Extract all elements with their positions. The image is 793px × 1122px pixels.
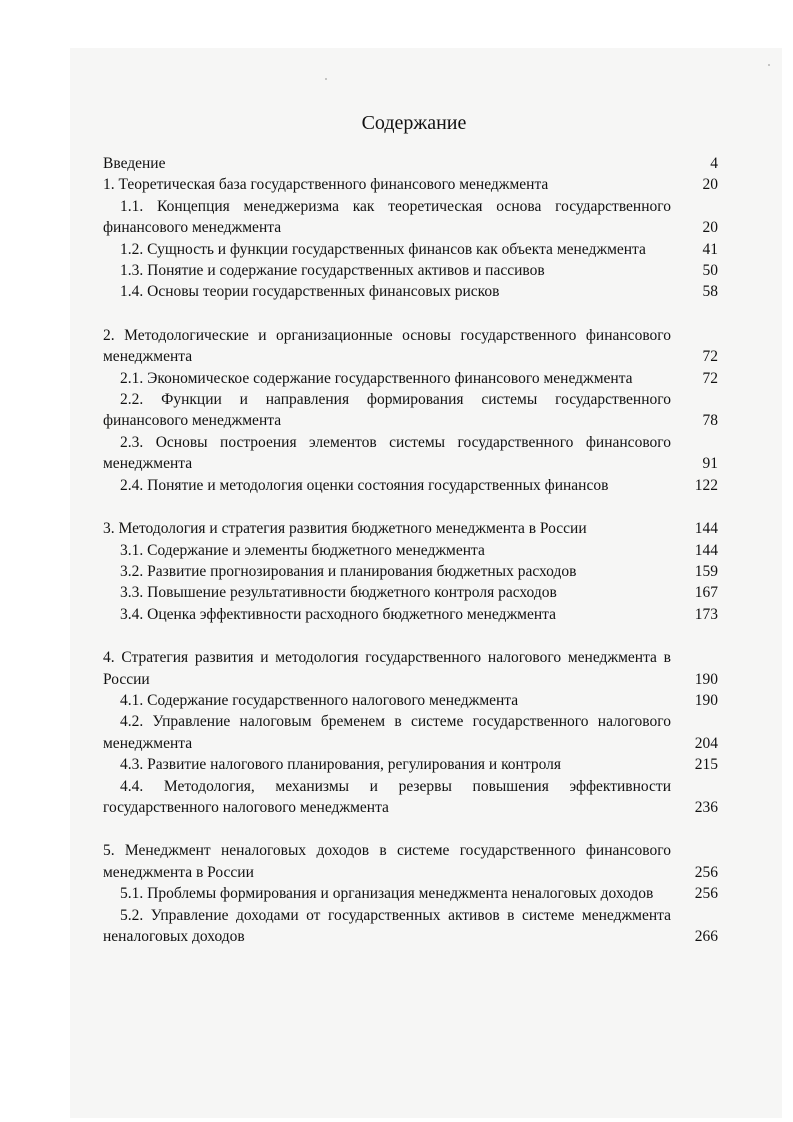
- toc-entry-section-2-2: [103, 389, 718, 432]
- toc-entry-text: Введение: [103, 155, 166, 172]
- toc-entry-text: 2.2. Функции и направления формирования системы государственного финансового менеджмента: [103, 391, 671, 430]
- toc-page-number: 256: [694, 885, 718, 903]
- toc-entry-section-4-4: [103, 776, 718, 819]
- toc-page-number: 215: [694, 756, 718, 774]
- toc-page-number: 122: [694, 476, 718, 494]
- toc-entry-text: 5.1. Проблемы формирования и организация менеджмента неналоговых доходов: [120, 885, 654, 903]
- toc-entry-text: 3.3. Повышение результативности бюджетного контроля расходов: [120, 584, 557, 602]
- toc-entry-section-4-2: [103, 711, 718, 754]
- toc-entry-section-3-1: [103, 540, 718, 561]
- toc-entry-text: 5. Менеджмент неналоговых доходов в системе государственного финансового менеджмента в России: [103, 842, 671, 881]
- toc-page-number: 91: [702, 455, 718, 473]
- toc-page-number: 58: [702, 283, 718, 301]
- toc-entry-section-4-3: [103, 754, 718, 775]
- toc-entry-text: 1.1. Концепция менеджеризма как теоретическая основа государственного финансового менеджмента: [103, 197, 671, 237]
- toc-entry-chapter-3: [103, 518, 718, 539]
- toc-page-number: 190: [694, 670, 718, 688]
- toc-page-number: 173: [694, 605, 718, 623]
- toc-entry-text: 4. Стратегия развития и методология государственного налогового менеджмента в России: [103, 649, 671, 688]
- toc-page-number: 20: [702, 219, 718, 237]
- toc-entry-chapter-5: [103, 840, 718, 883]
- toc-page-number: 266: [694, 928, 718, 945]
- scan-speck: [325, 78, 327, 80]
- toc-entry-section-5-1: [103, 883, 718, 904]
- toc-entry-text: 2.1. Экономическое содержание государственного финансового менеджмента: [120, 369, 633, 387]
- toc-entry-section-4-1: [103, 690, 718, 711]
- toc-entry-section-1-2: [103, 239, 718, 260]
- toc-entry-section-2-4: [103, 475, 718, 496]
- toc-entry-text: 3.2. Развитие прогнозирования и планирования бюджетных расходов: [120, 562, 577, 580]
- toc-entry-chapter-2: [103, 325, 718, 368]
- toc-entry-section-3-4: [103, 604, 718, 625]
- toc-page-number: 159: [694, 562, 718, 580]
- toc-page-number: 236: [694, 798, 718, 816]
- toc-entry-section-3-2: [103, 561, 718, 582]
- toc-entry-text: 4.4. Методология, механизмы и резервы повышения эффективности государственного налогового менеджмента: [103, 777, 671, 816]
- toc-entry-text: 4.1. Содержание государственного налогового менеджмента: [120, 691, 519, 709]
- toc-entry-text: 3.4. Оценка эффективности расходного бюджетного менеджмента: [120, 605, 556, 623]
- toc-page-number: 72: [702, 348, 718, 366]
- toc-page-number: 190: [694, 691, 718, 709]
- toc-entry-text: 4.2. Управление налоговым бременем в системе государственного налогового менеджмента: [103, 713, 671, 752]
- toc-entry-text: 1. Теоретическая база государственного финансового менеджмента: [103, 176, 549, 194]
- toc-page-number: 144: [694, 541, 718, 559]
- page-title: Содержание: [361, 112, 467, 134]
- toc-entry-text: 4.3. Развитие налогового планирования, регулирования и контроля: [120, 756, 561, 774]
- toc-entry-text: 2.3. Основы построения элементов системы государственного финансового менеджмента: [103, 433, 671, 473]
- toc-page-number: 204: [694, 734, 718, 752]
- toc-page-number: 78: [702, 412, 718, 430]
- toc-page-number: 72: [702, 369, 718, 387]
- toc-entry-text: 5.2. Управление доходами от государственных активов в системе менеджмента неналоговых доходов: [103, 906, 671, 945]
- toc-page-number: 144: [694, 520, 718, 538]
- toc-entry-section-1-4: [103, 281, 718, 302]
- toc-entry-section-2-1: [103, 368, 718, 389]
- table-of-contents: [103, 153, 718, 947]
- toc-entry-text: 1.4. Основы теории государственных финансовых рисков: [120, 283, 500, 301]
- toc-page-number: 256: [694, 863, 718, 881]
- toc-page-number: 50: [702, 262, 718, 280]
- toc-entry-section-3-3: [103, 582, 718, 603]
- toc-entry-text: 2.4. Понятие и методология оценки состояния государственных финансов: [120, 476, 609, 494]
- scan-speck: [768, 64, 770, 66]
- toc-page-number: 20: [702, 176, 718, 194]
- toc-entry-text: 3.1. Содержание и элементы бюджетного менеджмента: [120, 541, 485, 559]
- toc-entry-chapter-4: [103, 647, 718, 690]
- toc-page-number: 167: [694, 584, 718, 602]
- toc-entry-text: 1.2. Сущность и функции государственных финансов как объекта менеджмента: [120, 240, 646, 258]
- toc-entry-section-1-3: [103, 260, 718, 281]
- toc-entry-chapter-1: [103, 174, 718, 195]
- toc-page-number: 41: [702, 240, 718, 258]
- toc-entry-text: 3. Методология и стратегия развития бюджетного менеджмента в России: [103, 520, 587, 538]
- toc-entry-section-5-2: [103, 905, 718, 948]
- toc-entry-text: 1.3. Понятие и содержание государственных активов и пассивов: [120, 262, 545, 280]
- toc-entry-introduction: [103, 153, 718, 174]
- toc-entry-section-1-1: [103, 196, 718, 239]
- toc-entry-section-2-3: [103, 432, 718, 475]
- toc-entry-text: 2. Методологические и организационные основы государственного финансового менеджмента: [103, 326, 671, 366]
- toc-page-number: 4: [710, 155, 718, 172]
